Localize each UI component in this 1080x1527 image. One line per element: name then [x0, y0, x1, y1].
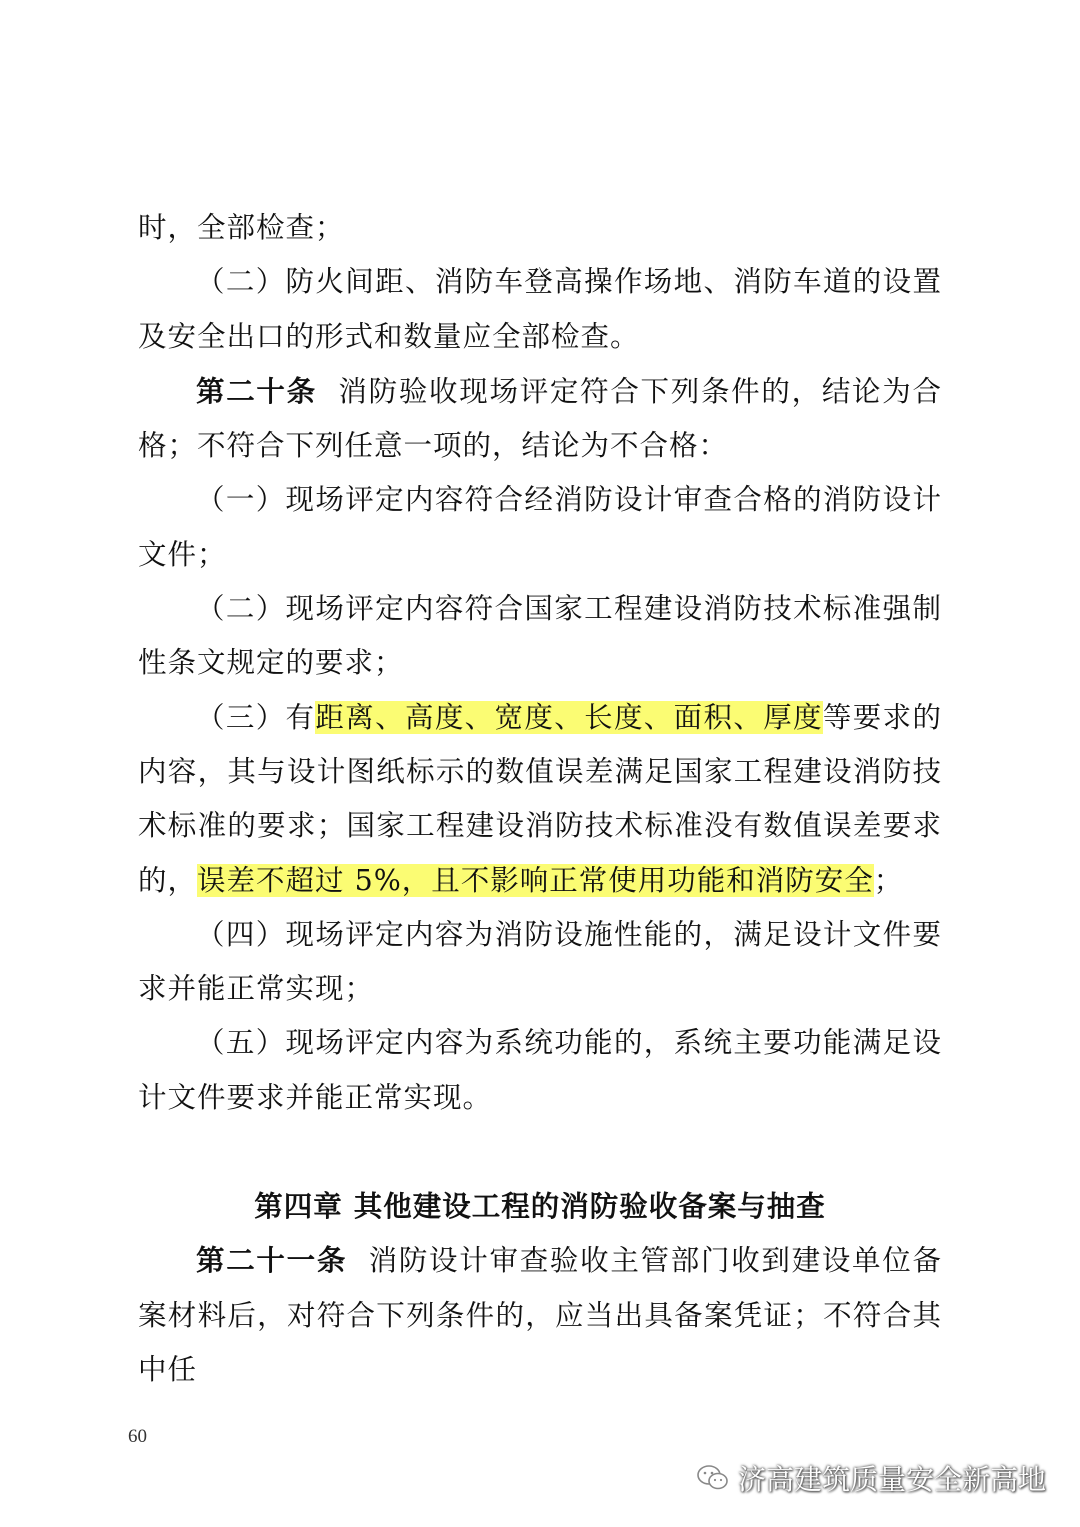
item-3-suffix: ；: [873, 863, 904, 897]
article-21-title: 第二十一条: [196, 1243, 348, 1278]
article-20-intro: 消防验收现场评定符合下列条件的，结论为合格；不符合下列任意一项的，结论为不合格：: [138, 374, 942, 463]
item-3-middle: 等要求的内容，其与设计图纸标示的数值误差满足国家工程建设消防技术标准的要求；国家工程建设消防技术标准没有数值误差要求的，: [138, 700, 942, 897]
paragraph-item-2: （二）防火间距、消防车登高操作场地、消防车道的设置及安全出口的形式和数量应全部检查。: [138, 265, 942, 353]
article-21: [138, 1233, 942, 1397]
article-21-text: 消防设计审查验收主管部门收到建设单位备案材料后，对符合下列条件的，应当出具备案凭证；不符合其中任: [138, 1244, 942, 1386]
chapter-heading: 第四章 其他建设工程的消防验收备案与抽查: [254, 1189, 826, 1224]
page-number: 60: [128, 1426, 147, 1447]
article-20-item-2: （二）现场评定内容符合国家工程建设消防技术标准强制性条文规定的要求；: [138, 592, 942, 680]
document-body: [138, 201, 942, 1397]
highlighted-text-dimensions: 距离、高度、宽度、长度、面积、厚度: [315, 700, 823, 734]
article-20-item-5: （五）现场评定内容为系统功能的，系统主要功能满足设计文件要求并能正常实现。: [138, 1026, 942, 1114]
article-20-item-4: （四）现场评定内容为消防设施性能的，满足设计文件要求并能正常实现；: [138, 917, 942, 1006]
watermark-text: 济高建筑质量安全新高地: [737, 1463, 1046, 1496]
article-20-item-1: （一）现场评定内容符合经消防设计审查合格的消防设计文件；: [138, 483, 942, 571]
article-20-item-3: [138, 691, 942, 908]
highlighted-text-tolerance: 误差不超过 5%，且不影响正常使用功能和消防安全: [197, 863, 874, 897]
item-3-prefix: （三）有: [196, 700, 316, 734]
paragraph-continuation: 时，全部检查；: [138, 211, 345, 244]
wechat-icon: [696, 1463, 730, 1493]
article-20: [138, 364, 942, 474]
article-20-title: 第二十条: [196, 373, 317, 408]
watermark: [696, 1458, 1046, 1498]
